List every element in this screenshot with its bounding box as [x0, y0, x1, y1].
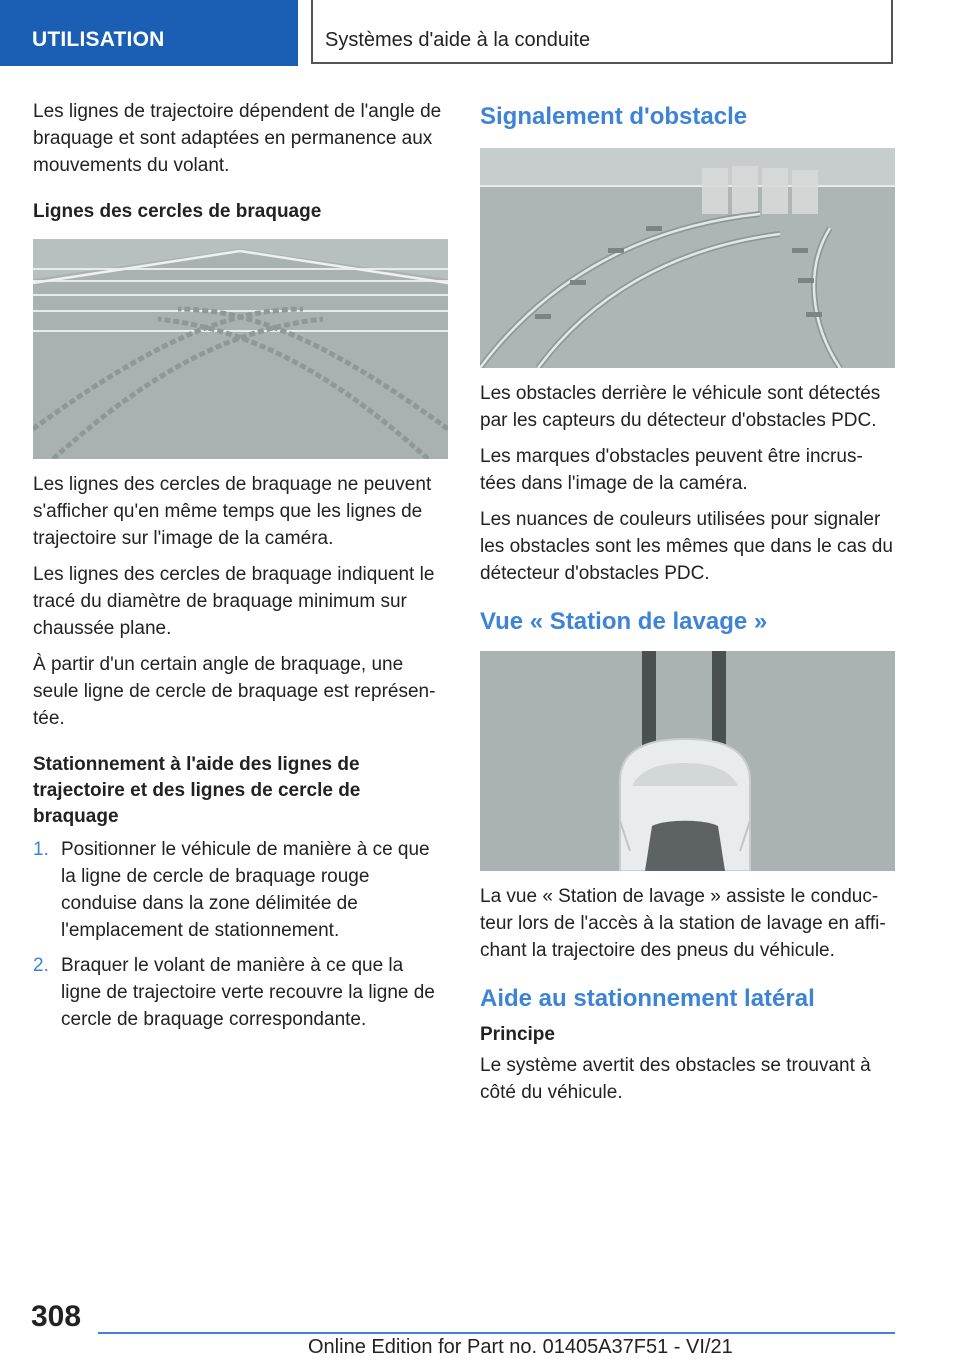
obstacle-paragraph-2: Les marques d'obstacles peuvent être incrus‐ tées dans l'image de la caméra. [480, 446, 863, 494]
heading-obstacle-marking: Signalement d'obstacle [480, 103, 748, 130]
obstacle-marking-illustration [480, 148, 895, 368]
turning-circle-paragraph-2: Les lignes des cercles de braquage indiquent le tracé du diamètre de braquage minimum sur chaussée plane. [33, 564, 435, 639]
section-label: UTILISATION [32, 28, 165, 51]
heading-car-wash-view: Vue « Station de lavage » [480, 608, 768, 635]
turning-circle-paragraph-3: À partir d'un certain angle de braquage, une seule ligne de cercle de braquage est représen‐ tée. [33, 654, 436, 729]
heading-side-parking-aid: Aide au stationnement latéral [480, 985, 815, 1012]
chapter-title: Systèmes d'aide à la conduite [325, 29, 591, 51]
parking-steps-list [33, 836, 448, 1033]
page-number: 308 [31, 1300, 82, 1333]
car-wash-paragraph: La vue « Station de lavage » assiste le conduc‐ teur lors de l'accès à la station de lavage en affi‐ chant la trajectoire des pneus du véhicule. [480, 886, 886, 961]
subheading-principle: Principe [480, 1024, 555, 1045]
step-number: 2. [33, 955, 49, 976]
obstacle-paragraph-3: Les nuances de couleurs utilisées pour signaler les obstacles sont les mêmes que dans le cas du détecteur d'obstacles PDC. [480, 509, 893, 584]
principle-paragraph: Le système avertit des obstacles se trouvant à côté du véhicule. [480, 1055, 871, 1103]
step-text: Positionner le véhicule de manière à ce que la ligne de cercle de braquage rouge conduise dans la zone délimitée de l'emplacement de stationnement. [61, 839, 430, 941]
obstacle-paragraph-1: Les obstacles derrière le véhicule sont détectés par les capteurs du détecteur d'obstacles PDC. [480, 383, 881, 431]
section-tab [0, 0, 298, 66]
chapter-title-box [311, 0, 893, 64]
step-text: Braquer le volant de manière à ce que la ligne de trajectoire verte recouvre la ligne de cercle de braquage correspondante. [61, 955, 435, 1030]
heading-turning-circle-lines: Lignes des cercles de braquage [33, 201, 322, 222]
right-column [480, 102, 895, 1106]
heading-parking-with-lines: Stationnement à l'aide des lignes de trajectoire et des lignes de cercle de braquage [33, 754, 361, 827]
intro-paragraph: Les lignes de trajectoire dépendent de l'angle de braquage et sont adaptées en permanence aux mouvements du volant. [33, 101, 442, 176]
page-header [0, 0, 960, 66]
list-item [33, 952, 448, 1033]
page-footer [0, 1290, 960, 1362]
turning-circle-paragraph-1: Les lignes des cercles de braquage ne peuvent s'afficher qu'en même temps que les lignes de trajectoire sur l'image de la caméra. [33, 474, 432, 549]
footer-divider [98, 1332, 895, 1334]
step-number: 1. [33, 839, 49, 860]
turning-circle-illustration [33, 239, 448, 459]
left-column [33, 98, 448, 1033]
list-item [33, 836, 448, 944]
car-wash-illustration [480, 651, 895, 871]
edition-note: Online Edition for Part no. 01405A37F51 - VI/21 [308, 1336, 733, 1358]
